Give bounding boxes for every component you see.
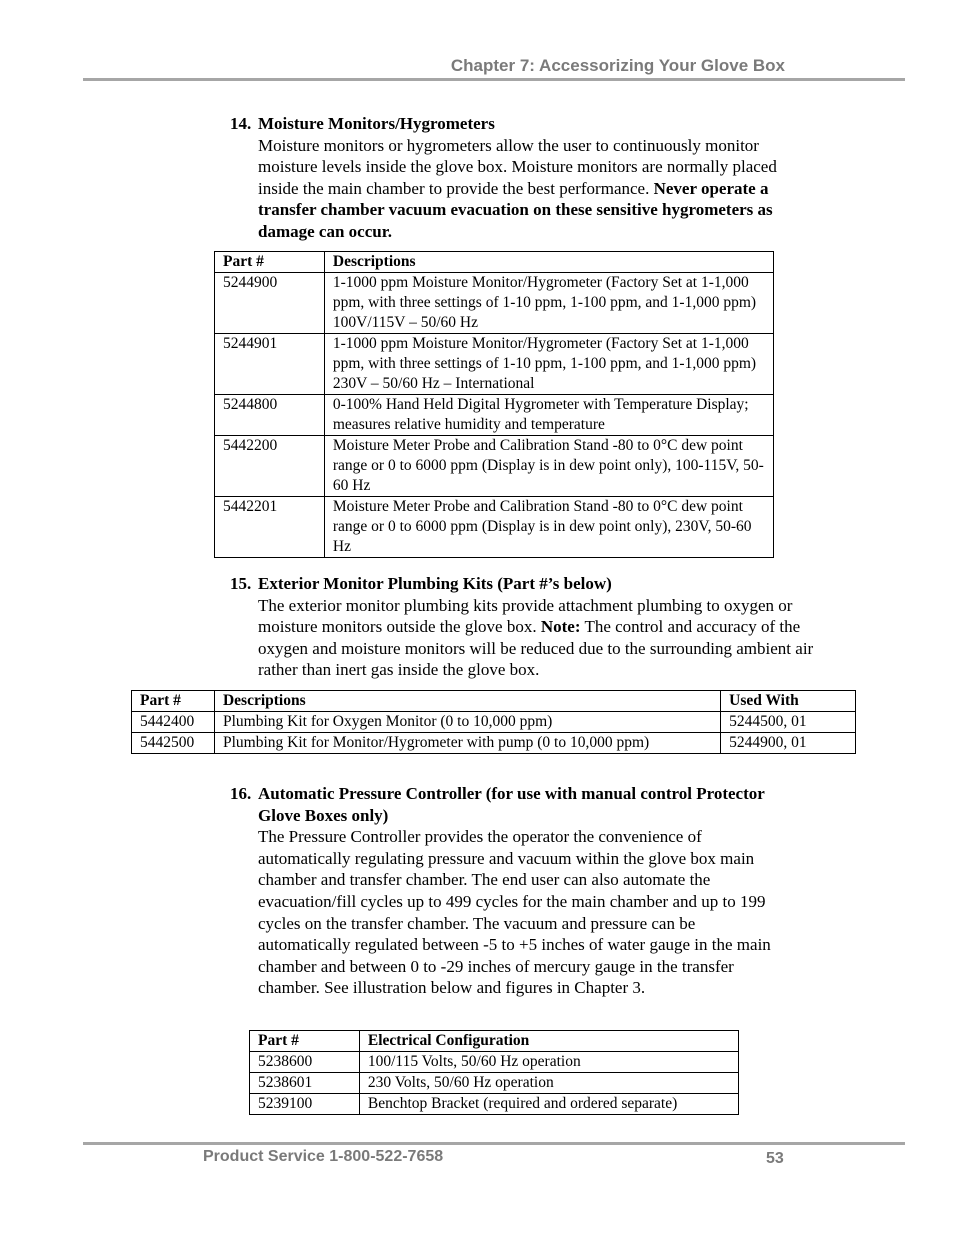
section-number: 14. xyxy=(230,114,252,133)
description-cell: 1-1000 ppm Moisture Monitor/Hygrometer (Factory Set at 1-1,000 ppm, with three settings of 1-10 ppm, 1-100 ppm, and 1-1,000 ppm) 230V – 50/60 Hz – International xyxy=(324,334,773,395)
page-number: 53 xyxy=(766,1150,784,1167)
body-text: The exterior monitor plumbing kits provide attachment plumbing to oxygen or moisture monitors outside the glove box. xyxy=(258,595,793,637)
section-14-body xyxy=(258,135,818,243)
section-15-heading xyxy=(230,573,818,595)
description-cell: 1-1000 ppm Moisture Monitor/Hygrometer (Factory Set at 1-1,000 ppm, with three settings of 1-10 ppm, 1-100 ppm, and 1-1,000 ppm) 100V/115V – 50/60 Hz xyxy=(324,273,773,334)
used-with-cell: 5244900, 01 xyxy=(721,733,856,754)
table-row xyxy=(215,273,774,334)
configuration-cell: 100/115 Volts, 50/60 Hz operation xyxy=(359,1052,738,1073)
used-with-cell: 5244500, 01 xyxy=(721,712,856,733)
table-row xyxy=(132,733,856,754)
part-number-cell: 5442500 xyxy=(132,733,215,754)
section-14 xyxy=(230,113,818,243)
part-number-cell: 5442200 xyxy=(215,436,325,497)
column-header: Part # xyxy=(215,252,325,273)
part-number-cell: 5238600 xyxy=(250,1052,360,1073)
section-16 xyxy=(230,783,788,999)
section-15 xyxy=(230,573,818,681)
table-row xyxy=(215,497,774,558)
warning-text: Never operate a transfer chamber vacuum evacuation on these sensitive hygrometers as damage can occur. xyxy=(258,178,773,241)
description-cell: Plumbing Kit for Oxygen Monitor (0 to 10,000 ppm) xyxy=(214,712,720,733)
description-cell: Moisture Meter Probe and Calibration Stand -80 to 0°C dew point range or 0 to 6000 ppm (Display is in dew point only), 100-115V, 50-60 Hz xyxy=(324,436,773,497)
section-title: Automatic Pressure Controller (for use with manual control Protector Glove Boxes only) xyxy=(258,784,765,825)
column-header: Electrical Configuration xyxy=(359,1031,738,1052)
description-cell: Moisture Meter Probe and Calibration Stand -80 to 0°C dew point range or 0 to 6000 ppm (Display is in dew point only), 230V, 50-60 Hz xyxy=(324,497,773,558)
part-number-cell: 5442201 xyxy=(215,497,325,558)
section-title: Exterior Monitor Plumbing Kits (Part #’s below) xyxy=(258,574,612,593)
column-header: Used With xyxy=(721,691,856,712)
section-16-heading xyxy=(230,783,788,826)
note-label: Note: xyxy=(540,617,581,637)
table-row xyxy=(215,395,774,436)
part-number-cell: 5244900 xyxy=(215,273,325,334)
header-rule xyxy=(83,78,905,81)
table-row xyxy=(132,712,856,733)
section-14-heading xyxy=(230,113,818,135)
section-15-body xyxy=(258,595,818,681)
product-service-phone: Product Service 1-800-522-7658 xyxy=(203,1148,444,1165)
description-cell: 0-100% Hand Held Digital Hygrometer with Temperature Display; measures relative humidity and temperature xyxy=(324,395,773,436)
column-header: Part # xyxy=(250,1031,360,1052)
section-number: 16. xyxy=(230,784,252,803)
description-cell: Plumbing Kit for Monitor/Hygrometer with pump (0 to 10,000 ppm) xyxy=(214,733,720,754)
footer-rule xyxy=(83,1142,905,1145)
part-number-cell: 5239100 xyxy=(250,1094,360,1115)
column-header: Descriptions xyxy=(324,252,773,273)
column-header: Part # xyxy=(132,691,215,712)
table-row xyxy=(250,1073,739,1094)
column-header: Descriptions xyxy=(214,691,720,712)
part-number-cell: 5238601 xyxy=(250,1073,360,1094)
table-header-row xyxy=(215,252,774,273)
pressure-controller-table xyxy=(249,1030,739,1115)
table-header-row xyxy=(250,1031,739,1052)
configuration-cell: Benchtop Bracket (required and ordered separate) xyxy=(359,1094,738,1115)
section-title: Moisture Monitors/Hygrometers xyxy=(258,114,495,133)
note-text: The control and accuracy of the oxygen and moisture monitors will be reduced due to the surrounding ambient air rather than inert gas inside the glove box. xyxy=(258,617,814,680)
body-text: Moisture monitors or hygrometers allow the user to continuously monitor moisture levels inside the glove box. Moisture monitors are normally placed inside the main chamber to provide the best performance. xyxy=(258,135,777,198)
part-number-cell: 5442400 xyxy=(132,712,215,733)
configuration-cell: 230 Volts, 50/60 Hz operation xyxy=(359,1073,738,1094)
table-header-row xyxy=(132,691,856,712)
chapter-header: Chapter 7: Accessorizing Your Glove Box xyxy=(450,56,785,75)
table-row xyxy=(250,1094,739,1115)
part-number-cell: 5244901 xyxy=(215,334,325,395)
section-number: 15. xyxy=(230,574,252,593)
table-row xyxy=(250,1052,739,1073)
section-16-body: The Pressure Controller provides the operator the convenience of automatically regulating pressure and vacuum within the glove box main chamber and transfer chamber. The end user can also automate the evacuation/fill cycles up to 499 cycles for the main chamber and up to 199 cycles on the transfer chamber. The vacuum and pressure can be automatically regulated between -5 to +5 inches of water gauge in the main chamber and between 0 to -29 inches of mercury gauge in the transfer chamber. See illustration below and figures in Chapter 3. xyxy=(258,827,771,998)
table-row xyxy=(215,334,774,395)
table-row xyxy=(215,436,774,497)
moisture-monitor-table xyxy=(214,251,774,558)
part-number-cell: 5244800 xyxy=(215,395,325,436)
plumbing-kit-table xyxy=(131,690,856,754)
